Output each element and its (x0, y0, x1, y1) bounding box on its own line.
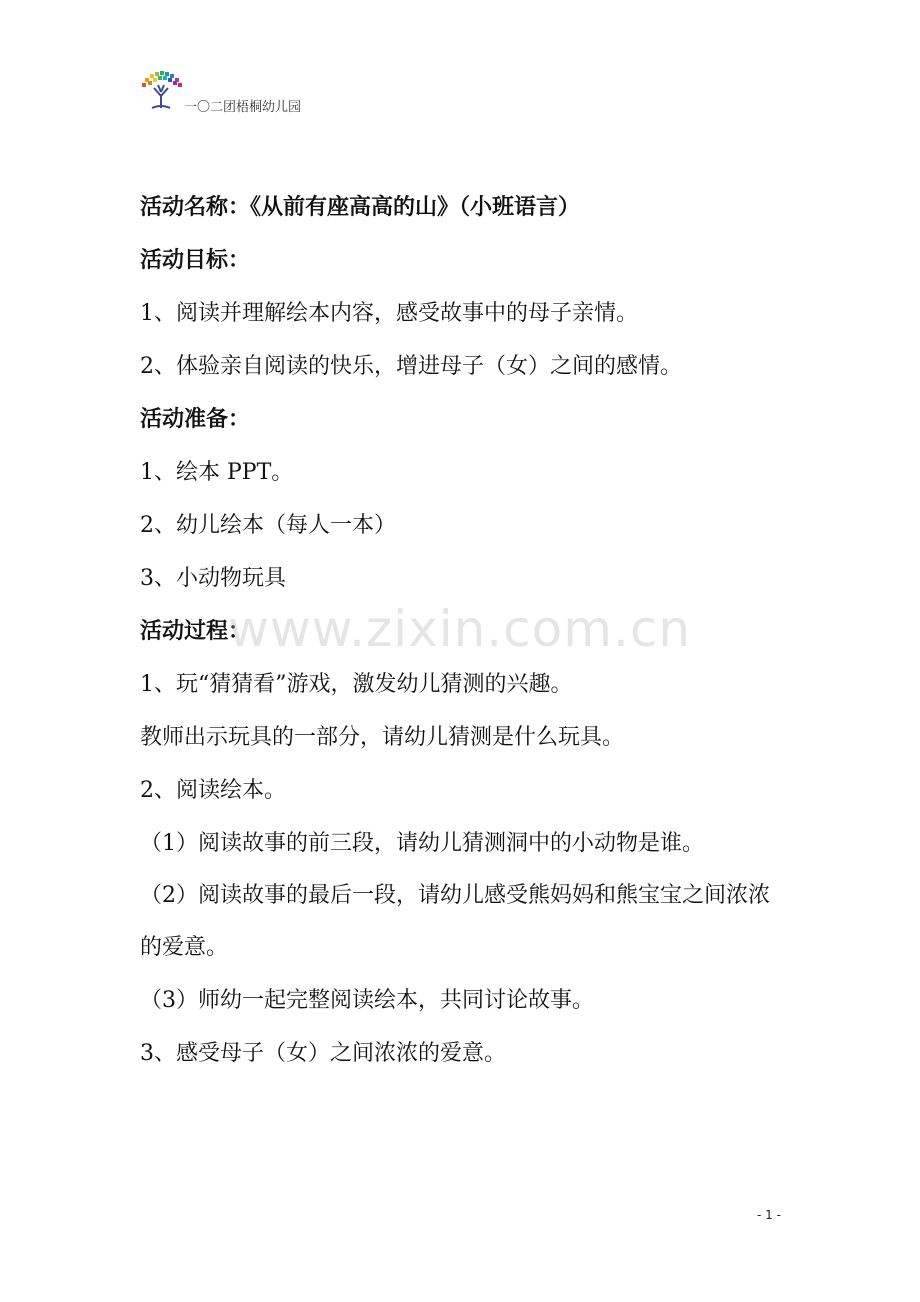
process-substep: （2）阅读故事的最后一段，请幼儿感受熊妈妈和熊宝宝之间浓浓的爱意。 (140, 883, 770, 960)
prep-item: 1、绘本 PPT。 (140, 460, 294, 485)
tree-logo-icon (138, 70, 184, 110)
process-substep: （1）阅读故事的前三段，请幼儿猜测洞中的小动物是谁。 (140, 831, 704, 856)
page-number: - 1 - (757, 1208, 781, 1222)
activity-title: 活动名称：《从前有座高高的山》（小班语言） (140, 194, 581, 220)
process-substep: （3）师幼一起完整阅读绘本，共同讨论故事。 (140, 988, 594, 1013)
watermark: www.zixin.com.cn (228, 600, 692, 658)
prep-item: 2、幼儿绘本（每人一本） (140, 513, 396, 538)
goals-heading: 活动目标： (140, 247, 251, 273)
goal-item: 2、体验亲自阅读的快乐，增进母子（女）之间的感情。 (140, 354, 682, 379)
goal-item: 1、阅读并理解绘本内容，感受故事中的母子亲情。 (140, 301, 638, 326)
prep-item: 3、小动物玩具 (140, 566, 286, 591)
process-step: 3、感受母子（女）之间浓浓的爱意。 (140, 1041, 506, 1066)
process-step: 1、玩“猜猜看”游戏，激发幼儿猜测的兴趣。 (140, 672, 573, 697)
prep-heading: 活动准备： (140, 406, 251, 432)
process-step: 2、阅读绘本。 (140, 778, 286, 803)
school-name: 一〇二团梧桐幼儿园 (184, 100, 302, 115)
document-body (140, 181, 780, 1080)
process-heading: 活动过程： (140, 618, 251, 644)
process-step: 教师出示玩具的一部分，请幼儿猜测是什么玩具。 (140, 725, 625, 750)
